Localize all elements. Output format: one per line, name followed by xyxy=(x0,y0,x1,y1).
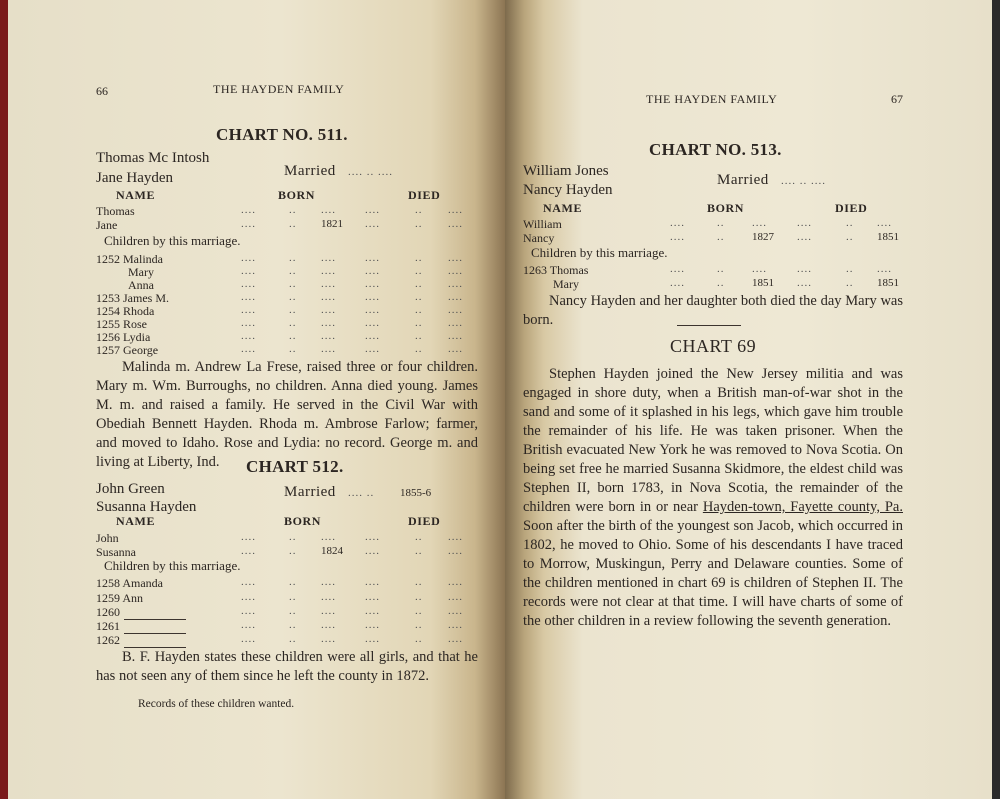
died-month: .. xyxy=(415,304,423,316)
table-row xyxy=(8,605,488,619)
died-month: .. xyxy=(415,576,423,588)
chart-512-col-name: NAME xyxy=(116,514,156,528)
born-month: .. xyxy=(289,278,297,290)
table-row xyxy=(8,619,488,633)
chart-512-paragraph: B. F. Hayden states these children were all girls, and that he has not seen any of them since he left the county in 1872. xyxy=(96,649,478,684)
born-day: .... xyxy=(241,278,256,290)
died-month: .. xyxy=(415,291,423,303)
chart-511-col-born: BORN xyxy=(278,188,316,202)
row-number: 1261 xyxy=(96,619,120,633)
died-day: .... xyxy=(365,304,380,316)
born-day: .... xyxy=(241,619,256,631)
died-year: .... xyxy=(448,218,463,230)
died-month: .. xyxy=(415,545,423,557)
born-day: .... xyxy=(241,531,256,543)
born-month: .. xyxy=(717,263,725,275)
chart-512-father: John Green xyxy=(96,481,165,497)
born-year: .... xyxy=(321,591,336,603)
table-row xyxy=(8,531,488,545)
table-row xyxy=(8,576,488,590)
table-row xyxy=(8,304,488,318)
died-month: .. xyxy=(846,263,854,275)
chart-512-note: Records of these children wanted. xyxy=(138,698,295,710)
row-name: Susanna xyxy=(96,545,136,559)
died-year: .... xyxy=(448,576,463,588)
chart-512-married-year: 1855-6 xyxy=(400,487,432,499)
born-year: 1851 xyxy=(752,277,774,289)
born-year: .... xyxy=(321,278,336,290)
row-name: Thomas xyxy=(96,204,135,218)
row-number: 1262 xyxy=(96,633,120,647)
row-name xyxy=(96,633,186,648)
chart-511-col-died: DIED xyxy=(408,188,441,202)
table-row xyxy=(8,278,488,292)
chart-511-paragraph: Malinda m. Andrew La Frese, raised three or four children. Mary m. Wm. Burroughs, no children. Anna died young. James M. m. and raised a family. He served in the Civil War with Obediah Bennett Hayden. Rhoda m. Ambrose Farlow; farmer, and moved to Idaho. Rose and Lydia: no record. George m. and living at Liberty, Ind. xyxy=(96,359,478,470)
died-day: .... xyxy=(365,317,380,329)
died-year: .... xyxy=(448,343,463,355)
table-row xyxy=(8,633,488,647)
born-month: .. xyxy=(289,317,297,329)
died-day: .... xyxy=(365,591,380,603)
row-name: Anna xyxy=(128,278,154,292)
chart-513-paragraph: Nancy Hayden and her daughter both died the day Mary was born. xyxy=(523,293,903,328)
chart-513-married-value: .... .. .... xyxy=(781,175,826,187)
died-month: .. xyxy=(846,277,854,289)
table-row xyxy=(505,217,985,231)
died-year: .... xyxy=(448,605,463,617)
chart-512-title: CHART 512. xyxy=(246,457,344,476)
row-name: John xyxy=(96,531,119,545)
born-day: .... xyxy=(241,204,256,216)
row-name: 1256 Lydia xyxy=(96,330,151,344)
born-year: .... xyxy=(321,204,336,216)
chart-69-underlined-place: Hayden-town, Fayette county, Pa. xyxy=(702,499,903,515)
left-page xyxy=(8,0,505,799)
born-year: .... xyxy=(321,252,336,264)
died-month: .. xyxy=(415,252,423,264)
died-day: .... xyxy=(365,633,380,645)
died-year: .... xyxy=(448,278,463,290)
born-year: 1824 xyxy=(321,545,343,557)
row-name: William xyxy=(523,217,562,231)
born-year: .... xyxy=(752,263,767,275)
chart-511-married-value: .... .. .... xyxy=(348,166,393,178)
row-name: 1254 Rhoda xyxy=(96,304,155,318)
born-year: .... xyxy=(321,317,336,329)
died-day: .... xyxy=(797,217,812,229)
chart-69-text-part1: Stephen Hayden joined the New Jersey militia and was engaged in shore duty, when a British man-of-war shot in the sand and some of it splashed in his legs, which gave him trouble the remainder of his life. He was taken prisoner. When the British evacuated New York he was removed to Nova Scotia. On being set free he married Susanna Skidmore, the eldest child was Stephen II, born 1783, in Nova Scotia, the remainder of the children were born in or near xyxy=(523,366,903,515)
chart-511-title: CHART NO. 511. xyxy=(216,125,348,144)
died-day: .... xyxy=(797,263,812,275)
died-month: .. xyxy=(846,231,854,243)
born-day: .... xyxy=(241,317,256,329)
died-year: 1851 xyxy=(877,277,899,289)
chart-69-paragraph xyxy=(523,365,903,631)
born-day: .... xyxy=(241,576,256,588)
died-day: .... xyxy=(365,252,380,264)
row-name xyxy=(96,619,186,634)
born-month: .. xyxy=(289,619,297,631)
died-month: .. xyxy=(415,204,423,216)
row-number: 1260 xyxy=(96,605,120,619)
died-day: .... xyxy=(365,218,380,230)
born-month: .. xyxy=(289,265,297,277)
chart-513-father: William Jones xyxy=(523,163,609,179)
table-row xyxy=(8,343,488,357)
row-name xyxy=(96,605,186,620)
died-month: .. xyxy=(415,265,423,277)
died-month: .. xyxy=(415,330,423,342)
chart-513-col-name: NAME xyxy=(543,201,583,215)
running-head: THE HAYDEN FAMILY xyxy=(646,92,778,106)
table-row xyxy=(505,277,985,291)
chart-511-married-label: Married xyxy=(284,163,336,179)
died-year: 1851 xyxy=(877,231,899,243)
born-year: .... xyxy=(321,531,336,543)
born-month: .. xyxy=(289,576,297,588)
row-name: 1258 Amanda xyxy=(96,576,163,590)
born-year: 1827 xyxy=(752,231,774,243)
born-month: .. xyxy=(289,605,297,617)
table-row xyxy=(8,591,488,605)
died-month: .. xyxy=(415,317,423,329)
died-day: .... xyxy=(365,265,380,277)
born-month: .. xyxy=(289,330,297,342)
chart-511-col-name: NAME xyxy=(116,188,156,202)
born-day: .... xyxy=(241,591,256,603)
row-name: Mary xyxy=(128,265,154,279)
chart-513-title: CHART NO. 513. xyxy=(649,140,782,159)
born-day: .... xyxy=(241,252,256,264)
table-row xyxy=(8,545,488,559)
born-year: .... xyxy=(321,343,336,355)
table-row xyxy=(8,330,488,344)
died-year: .... xyxy=(448,317,463,329)
chart-512-col-born: BORN xyxy=(284,514,322,528)
born-year: .... xyxy=(321,265,336,277)
born-year: .... xyxy=(321,576,336,588)
died-year: .... xyxy=(448,531,463,543)
table-row xyxy=(8,291,488,305)
died-month: .. xyxy=(415,278,423,290)
died-day: .... xyxy=(365,343,380,355)
born-month: .. xyxy=(289,343,297,355)
born-day: .... xyxy=(241,633,256,645)
died-day: .... xyxy=(365,531,380,543)
born-day: .... xyxy=(241,545,256,557)
table-row xyxy=(505,263,985,277)
page-number: 66 xyxy=(96,84,108,98)
row-name: Nancy xyxy=(523,231,555,245)
born-year: 1821 xyxy=(321,218,343,230)
chart-513-col-died: DIED xyxy=(835,201,868,215)
running-head: THE HAYDEN FAMILY xyxy=(213,82,345,96)
chart-512-married-label: Married xyxy=(284,484,336,500)
right-page xyxy=(505,0,992,799)
table-row xyxy=(8,252,488,266)
chart-69-title: CHART 69 xyxy=(670,336,757,356)
table-row xyxy=(8,265,488,279)
born-year: .... xyxy=(321,605,336,617)
chart-513-mother: Nancy Hayden xyxy=(523,182,613,198)
chart-512-children-label: Children by this marriage. xyxy=(104,558,241,573)
died-month: .. xyxy=(846,217,854,229)
book-cover-edge-left xyxy=(0,0,8,799)
died-day: .... xyxy=(365,330,380,342)
died-day: .... xyxy=(365,291,380,303)
born-year: .... xyxy=(321,291,336,303)
chart-513-children-label: Children by this marriage. xyxy=(531,245,668,260)
born-day: .... xyxy=(241,291,256,303)
born-month: .. xyxy=(717,231,725,243)
page-number: 67 xyxy=(891,92,903,106)
born-month: .. xyxy=(289,252,297,264)
died-month: .. xyxy=(415,619,423,631)
born-month: .. xyxy=(289,218,297,230)
born-month: .. xyxy=(289,633,297,645)
born-day: .... xyxy=(241,605,256,617)
row-name: 1259 Ann xyxy=(96,591,144,605)
born-day: .... xyxy=(241,343,256,355)
row-name: 1253 James M. xyxy=(96,291,169,305)
chart-511-mother: Jane Hayden xyxy=(96,170,174,186)
died-day: .... xyxy=(365,204,380,216)
died-year: .... xyxy=(877,217,892,229)
died-year: .... xyxy=(448,545,463,557)
chart-69-text-part2: Soon after the birth of the youngest son Jacob, which occurred in 1802, he moved to Ohio. Some of his descendants I have traced to Morrow, Muskingun, Perry and Delaware counties. Some of the children mentioned in chart 69 is children of Stephen II. The records were not clear at that time. I will have charts of some of the other children in a review following the seventh generation. xyxy=(523,518,903,629)
died-year: .... xyxy=(448,591,463,603)
row-name: 1257 George xyxy=(96,343,159,357)
died-day: .... xyxy=(365,278,380,290)
died-month: .. xyxy=(415,605,423,617)
died-month: .. xyxy=(415,633,423,645)
row-name: 1255 Rose xyxy=(96,317,147,331)
table-row xyxy=(505,231,985,245)
book-cover-edge-right xyxy=(992,0,1000,799)
born-year: .... xyxy=(321,633,336,645)
died-year: .... xyxy=(448,633,463,645)
died-month: .. xyxy=(415,343,423,355)
table-row xyxy=(8,317,488,331)
row-name: 1263 Thomas xyxy=(523,263,589,277)
born-month: .. xyxy=(289,591,297,603)
born-month: .. xyxy=(289,204,297,216)
born-day: .... xyxy=(241,330,256,342)
table-row xyxy=(8,218,488,232)
chart-511-father: Thomas Mc Intosh xyxy=(96,150,210,166)
born-month: .. xyxy=(289,545,297,557)
born-day: .... xyxy=(670,231,685,243)
chart-513-married-label: Married xyxy=(717,172,769,188)
died-year: .... xyxy=(448,291,463,303)
died-month: .. xyxy=(415,591,423,603)
chart-513-col-born: BORN xyxy=(707,201,745,215)
died-month: .. xyxy=(415,531,423,543)
died-year: .... xyxy=(448,204,463,216)
chart-511-children-label: Children by this marriage. xyxy=(104,233,241,248)
born-day: .... xyxy=(241,265,256,277)
born-month: .. xyxy=(717,217,725,229)
chart-512-married-value: .... .. xyxy=(348,487,375,499)
died-year: .... xyxy=(448,619,463,631)
died-day: .... xyxy=(365,576,380,588)
blank-name-line xyxy=(124,637,186,648)
born-day: .... xyxy=(241,304,256,316)
born-day: .... xyxy=(670,263,685,275)
died-day: .... xyxy=(797,277,812,289)
table-row xyxy=(8,204,488,218)
born-month: .. xyxy=(289,291,297,303)
born-year: .... xyxy=(321,619,336,631)
chart-512-col-died: DIED xyxy=(408,514,441,528)
born-day: .... xyxy=(241,218,256,230)
born-day: .... xyxy=(670,217,685,229)
died-day: .... xyxy=(365,619,380,631)
died-year: .... xyxy=(448,304,463,316)
born-year: .... xyxy=(321,330,336,342)
born-day: .... xyxy=(670,277,685,289)
died-month: .. xyxy=(415,218,423,230)
born-month: .. xyxy=(289,531,297,543)
died-day: .... xyxy=(365,605,380,617)
row-name: Mary xyxy=(553,277,579,291)
died-day: .... xyxy=(797,231,812,243)
died-day: .... xyxy=(365,545,380,557)
born-month: .. xyxy=(717,277,725,289)
born-year: .... xyxy=(752,217,767,229)
chart-512-mother: Susanna Hayden xyxy=(96,499,197,515)
row-name: 1252 Malinda xyxy=(96,252,163,266)
born-year: .... xyxy=(321,304,336,316)
section-divider xyxy=(677,325,741,326)
died-year: .... xyxy=(448,265,463,277)
died-year: .... xyxy=(448,330,463,342)
born-month: .. xyxy=(289,304,297,316)
row-name: Jane xyxy=(96,218,118,232)
died-year: .... xyxy=(448,252,463,264)
died-year: .... xyxy=(877,263,892,275)
